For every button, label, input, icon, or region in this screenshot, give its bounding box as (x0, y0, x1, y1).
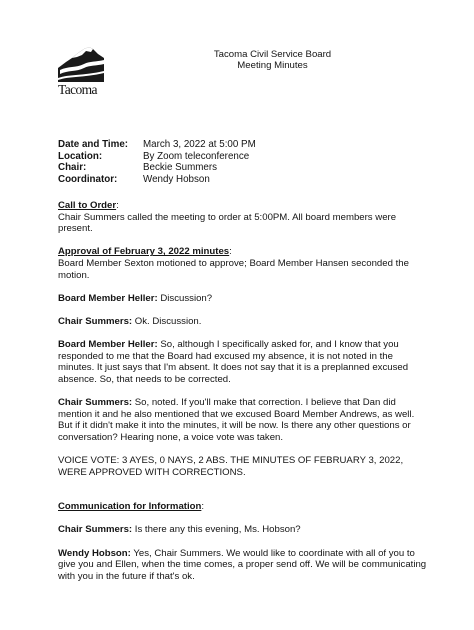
speaker-name: Chair Summers: (58, 524, 133, 536)
meta-row-date (58, 139, 256, 151)
minutes-body (58, 200, 428, 582)
voice-vote-result: VOICE VOTE: 3 AYES, 0 NAYS, 2 ABS. THE MINUTES OF FEBRUARY 3, 2022, WERE APPROVED WITH CORRECTIONS. (58, 455, 404, 478)
speaker-name: Chair Summers: (58, 315, 133, 327)
approval-section (58, 246, 428, 281)
meeting-details (58, 139, 256, 185)
exchange (58, 339, 428, 385)
meta-row-chair (58, 162, 256, 174)
meta-label: Date and Time: (58, 139, 129, 150)
exchange (58, 316, 428, 328)
speaker-name: Board Member Heller: (58, 292, 158, 304)
meta-value: By Zoom teleconference (143, 150, 250, 162)
meta-label: Chair: (58, 162, 87, 173)
meta-label: Coordinator: (58, 173, 118, 185)
call-to-order-section (58, 200, 428, 235)
speech-text: Is there any this evening, Ms. Hobson? (132, 524, 301, 536)
document-title: Meeting Minutes (237, 60, 308, 71)
speech-text: So, noted. If you'll make that correction. I believe that Dan did mention it and he also mentioned that we excused Board Member Andrews, as well. But if it didn't make it into the minutes, it will be now. Is there any other questions or conversation? Hearing none, a voice vote was taken. (58, 397, 415, 443)
speech-text: Discussion? (157, 292, 213, 304)
board-title: Tacoma Civil Service Board (213, 49, 332, 60)
speech-text: Ok. Discussion. (132, 315, 202, 327)
mountain-logo-icon (58, 38, 104, 82)
meta-value: March 3, 2022 at 5:00 PM (143, 139, 256, 150)
heading-colon: : (201, 501, 205, 513)
exchange (58, 548, 428, 583)
meta-label: Location: (58, 150, 103, 162)
logo-wordmark: Tacoma (58, 82, 97, 97)
section-heading: Call to Order (58, 200, 117, 211)
paragraph: Board Member Sexton motioned to approve; Board Member Hansen seconded the motion. (58, 257, 409, 281)
speech-text: Yes, Chair Summers. We would like to coordinate with all of you to give you and Ellen, when the time comes, a proper send off. We will be communicating with you in the future if that's ok. (58, 547, 427, 582)
speaker-name: Board Member Heller: (58, 339, 158, 351)
exchange (58, 293, 428, 305)
speaker-name: Chair Summers: (58, 397, 133, 409)
section-heading: Communication for Information (58, 501, 202, 513)
meta-row-coordinator (58, 174, 256, 186)
communication-section (58, 501, 428, 582)
meta-value: Wendy Hobson (143, 173, 210, 185)
meta-row-location (58, 151, 256, 163)
exchange (58, 524, 428, 536)
section-heading: Approval of February 3, 2022 minutes (58, 246, 230, 258)
speaker-name: Wendy Hobson: (58, 547, 131, 559)
tacoma-logo (58, 38, 104, 100)
exchange (58, 397, 428, 443)
paragraph: Chair Summers called the meeting to order at 5:00PM. All board members were present. (58, 211, 397, 235)
speech-text: So, although I specifically asked for, and I know that you responded to me that the Board had excused my absence, it is not noted in the minutes. It just says that I'm absent. It does not say that it is a preplanned excused absence. So, that needs to be corrected. (58, 339, 409, 385)
document-header (190, 49, 355, 71)
meta-value: Beckie Summers (143, 162, 218, 173)
heading-colon: : (229, 246, 232, 258)
heading-colon: : (116, 200, 119, 211)
